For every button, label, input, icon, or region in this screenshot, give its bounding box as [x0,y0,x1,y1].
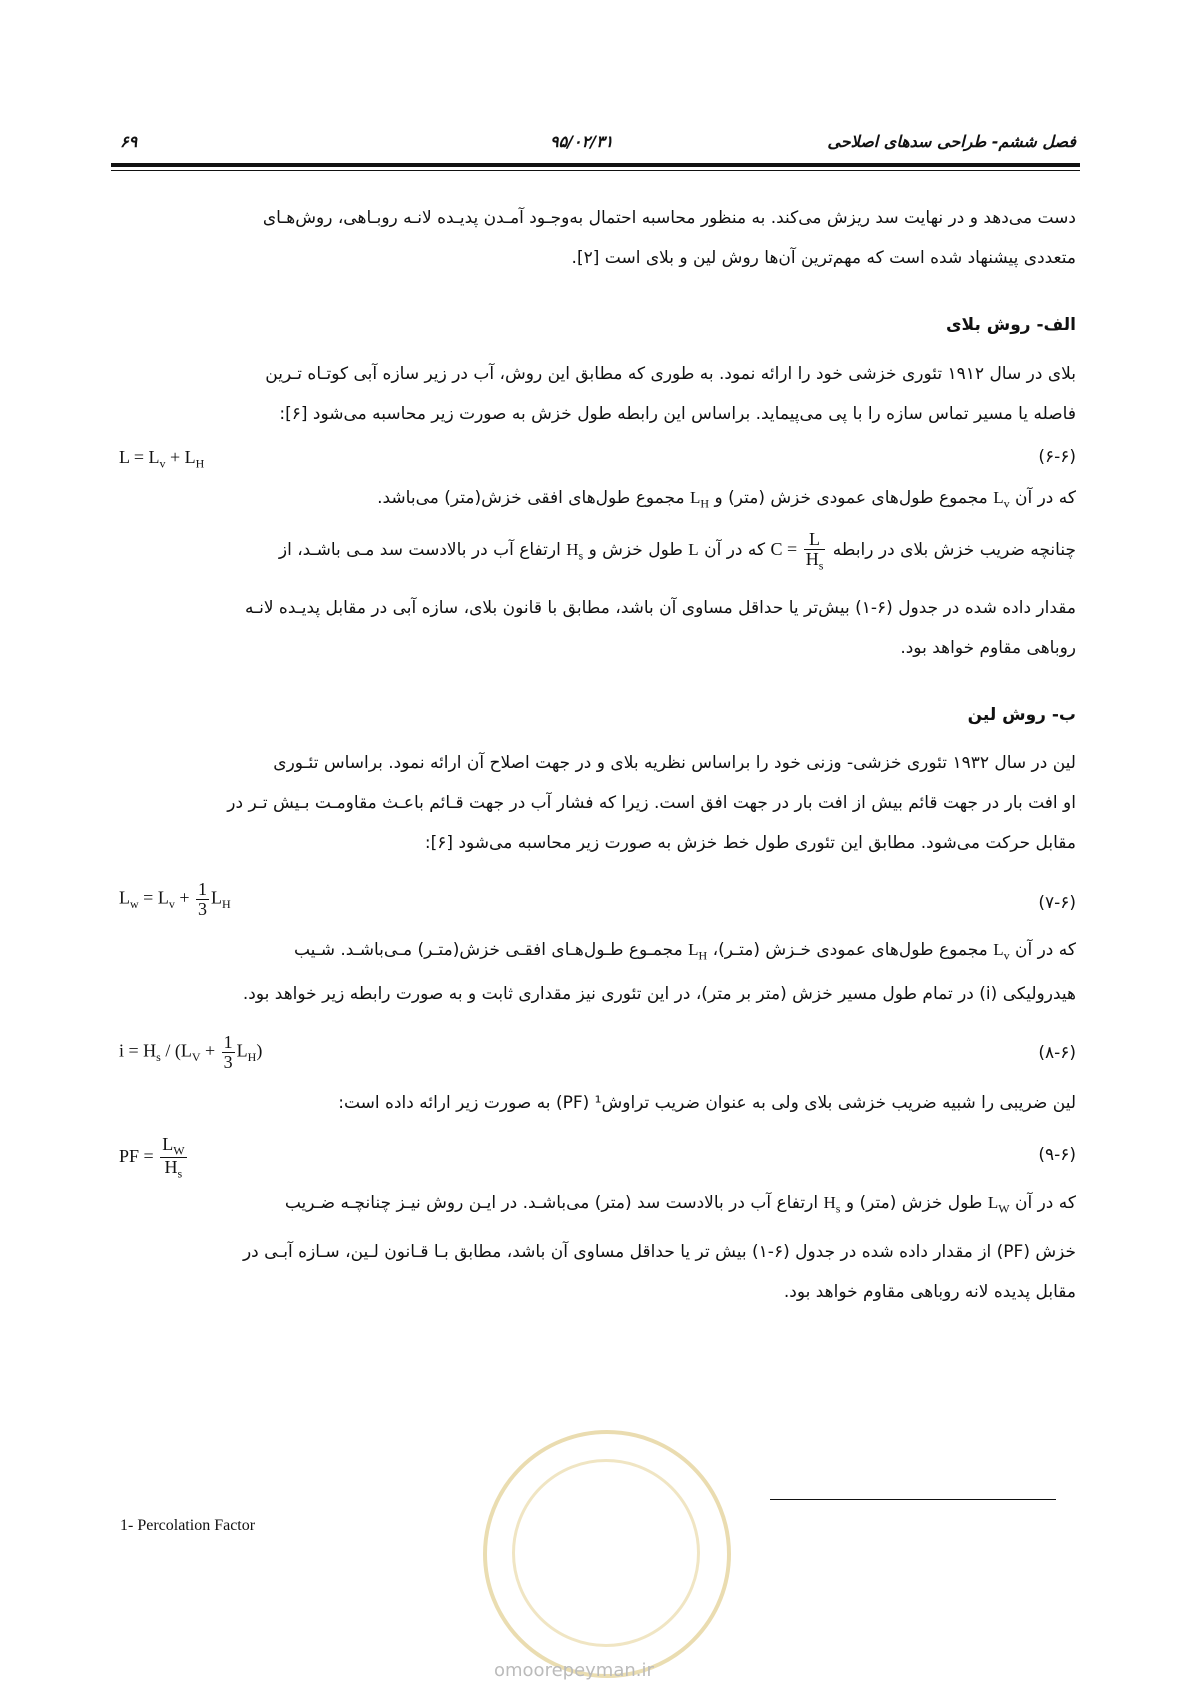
section-a-paragraph: بلای در سال ۱۹۱۲ تئوری خزشی خود را ارائه نمود. به طوری که مطابق این روش، آب در زیر سازه آبی کوتـاه تـرین فاصله یا مسیر تماس سازه را با پی می‌پیماید. براساس این رابطه طول خزش به صورت زیر محاسبه می‌شود [۶]: [265,364,1076,424]
formula-c: C = $\frac{L}{H_s}$ [770,529,824,573]
footnote-rule [770,1499,1056,1500]
section-b-paragraph: لین در سال ۱۹۳۲ تئوری خزشی- وزنی خود را براساس نظریه بلای و در جهت اصلاح آن ارائه نمود. براساس تئـوری او افت بار در جهت قائم بیش از افت بار در جهت افق است. زیرا که فشار آب در جهت قـائم باعـث مقاومـت بـیش تـر در مقابل حرکت می‌شود. مطابق این تئوری طول خط خزش به صورت زیر محاسبه می‌شود [۶]: [227,753,1076,853]
header-rule-thin [111,170,1080,171]
page-number: ۶۹ [120,132,138,151]
where-line: که در آن $L_v$ مجموع طول‌های عمودی خزش (متر) و $L_H$ مجموع طول‌های افقی خزش(متر) می‌باشد. [377,488,1076,511]
section-a-heading: الف- روش بلای [945,315,1076,335]
where-line-2: که در آن $L_v$ مجموع طول‌های عمودی خـزش (متـر)، $L_H$ مجمـوع طـول‌هـای افقـی خزش(متـر) مـی‌باشـد. شـیب [293,940,1076,963]
pf-line: لین ضریبی را شبیه ضریب خزشی بلای ولی به عنوان ضریب تراوش¹ (PF) به صورت زیر ارائه داده است: [338,1093,1076,1113]
equation-number: (۶-۶) [1038,447,1076,467]
footnote: 1- Percolation Factor [120,1517,256,1534]
equation-6-6: $L = L_v + L_H$ [119,447,205,471]
coef-line: چنانچه ضریب خزش بلای در رابطه C = $\frac{L}{H_s}$ که در آن L طول خزش و $H_s$ ارتفاع آب در بالادست سد مـی باشـد، از [278,529,1076,573]
equation-7-6: $L_w = L_v$ + $\frac{1}{3}$ $L_H$ [119,879,231,919]
section-a-closing: مقدار داده شده در جدول (۶-۱) بیش‌تر یا حداقل مساوی آن باشد، مطابق با قانون بلای، سازه آبی در مقابل پدیـده لانـه روباهی مقاوم خواهد بود. [245,598,1076,658]
equation-9-6: PF = $\frac{L_W}{H_s}$ [119,1134,185,1181]
header-date: ۹۵/۰۲/۳۱ [550,132,614,151]
equation-number-9: (۹-۶) [1038,1145,1076,1165]
equation-8-6: $i = H_s / (L_V$ + $\frac{1}{3}$ $L_H$) [119,1032,263,1072]
equation-number-8: (۸-۶) [1038,1043,1076,1063]
equation-number-7: (۷-۶) [1038,893,1076,913]
section-b-closing: خزش (PF) از مقدار داده شده در جدول (۶-۱) بیش تر یا حداقل مساوی آن باشد، مطابق بـا قـانون لـین، سـازه آبـی در مقابل پدیده لانه روباهی مقاوم خواهد بود. [242,1242,1076,1302]
watermark-seal [483,1430,731,1678]
hydraulic-line: هیدرولیکی (i) در تمام طول مسیر خزش (متر بر متر)، در این تئوری نیز مقداری ثابت و به صورت رابطه زیر خواهد بود. [242,984,1076,1004]
header-rule-thick [111,163,1080,167]
last-line-1: که در آن $L_W$ طول خزش (متر) و $H_s$ ارتفاع آب در بالادست سد (متر) می‌باشـد. در ایـن روش نیـز چنانچـه ضـریب [284,1193,1076,1216]
section-b-heading: ب- روش لین [967,705,1076,725]
intro-paragraph: دست می‌دهد و در نهایت سد ریزش می‌کند. به منظور محاسبه احتمال به‌وجـود آمـدن پدیـده لانـه روبـاهی، روش‌هـای متعددی پیشنهاد شده است که مهم‌ترین آن‌ها روش لین و بلای است [۲]. [262,208,1076,268]
chapter-title: فصل ششم- طراحی سدهای اصلاحی [827,132,1076,151]
watermark-site: omoorepeyman.ir [494,1660,654,1681]
